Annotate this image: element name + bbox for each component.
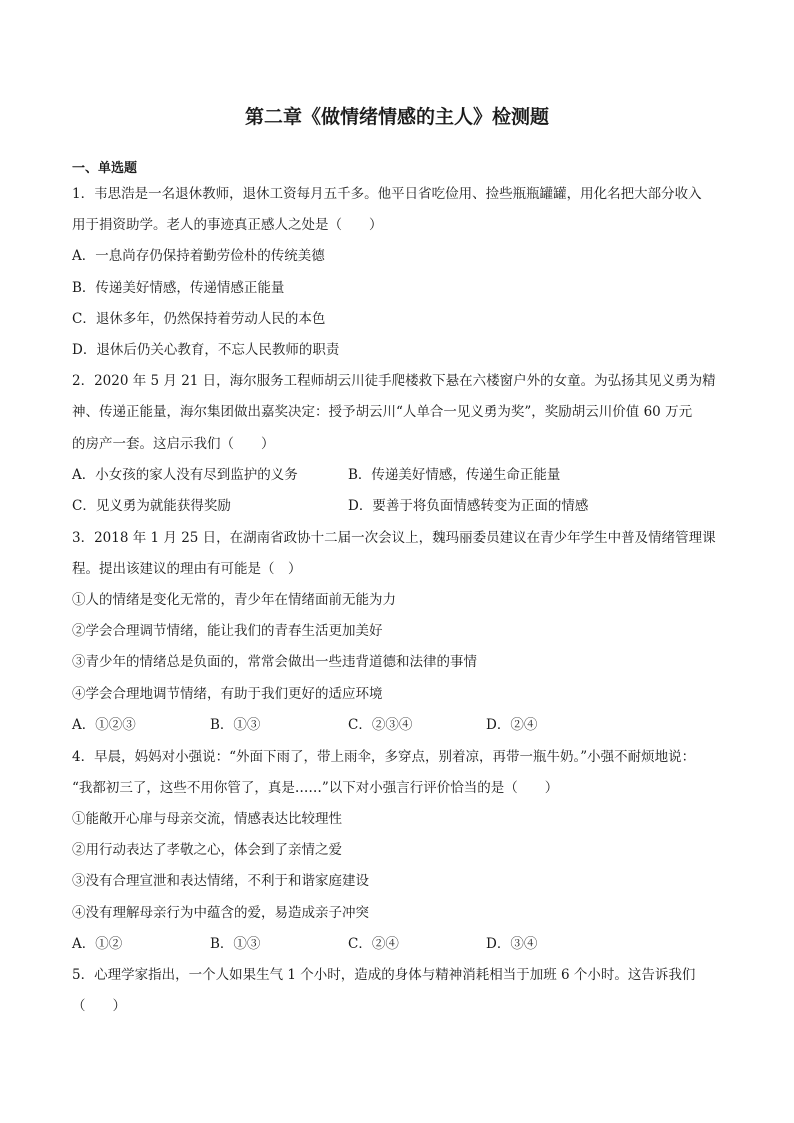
question-2-option-b: B．传递美好情感，传递生命正能量 (348, 467, 561, 483)
section-heading: 一、单选题 (72, 161, 138, 176)
question-4-statement-3: ③没有合理宣泄和表达情绪，不利于和谐家庭建设 (72, 873, 369, 889)
question-4-option-b: B．①③ (210, 936, 261, 952)
question-3-option-a: A．①②③ (72, 717, 136, 733)
question-3-statement-2: ②学会合理调节情绪，能让我们的青春生活更加美好 (72, 623, 383, 639)
question-1-stem-line-2: 用于捐资助学。老人的事迹真正感人之处是（ ） (72, 217, 383, 233)
question-3-statement-1: ①人的情绪是变化无常的，青少年在情绪面前无能为力 (72, 592, 396, 608)
question-3-stem-line-2: 程。提出该建议的理由有可能是（ ） (72, 561, 302, 577)
question-4-option-a: A．①② (72, 936, 123, 952)
question-1-option-a: A．一息尚存仍保持着勤劳俭朴的传统美德 (72, 248, 325, 264)
page-title: 第二章《做情绪情感的主人》检测题 (244, 106, 549, 128)
question-3-stem-line-1: 3．2018 年 1 月 25 日，在湖南省政协十二届一次会议上，魏玛丽委员建议在青少年学生中普及情绪管理课 (72, 530, 716, 546)
question-2-option-d: D．要善于将负面情感转变为正面的情感 (348, 498, 589, 514)
question-4-stem-line-1: 4．早晨，妈妈对小强说：“外面下雨了，带上雨伞，多穿点，别着凉，再带一瓶牛奶。”小强不耐烦地说： (72, 749, 696, 765)
question-3-statement-3: ③青少年的情绪总是负面的，常常会做出一些违背道德和法律的事情 (72, 654, 477, 670)
question-5-stem-line-1: 5．心理学家指出，一个人如果生气 1 个小时，造成的身体与精神消耗相当于加班 6 个小时。这告诉我们 (72, 967, 696, 983)
question-1-option-d: D．退休后仍关心教育，不忘人民教师的职责 (72, 342, 340, 358)
question-4-statement-1: ①能敞开心扉与母亲交流，情感表达比较理性 (72, 811, 342, 827)
question-3-option-b: B．①③ (210, 717, 261, 733)
question-2-stem-line-3: 的房产一套。这启示我们（ ） (72, 436, 275, 452)
question-1-stem-line-1: 1．韦思浩是一名退休教师，退休工资每月五千多。他平日省吃俭用、捡些瓶瓶罐罐，用化名把大部分收入 (72, 186, 702, 202)
question-4-stem-line-2: “我都初三了，这些不用你管了，真是……”以下对小强言行评价恰当的是（ ） (72, 780, 559, 796)
question-1-option-b: B．传递美好情感，传递情感正能量 (72, 280, 285, 296)
question-2-option-a: A．小女孩的家人没有尽到监护的义务 (72, 467, 298, 483)
question-2-stem-line-1: 2．2020 年 5 月 21 日，海尔服务工程师胡云川徒手爬楼救下悬在六楼窗户外的女童。为弘扬其见义勇为精 (72, 373, 716, 389)
question-3-option-d: D．②④ (486, 717, 538, 733)
question-4-statement-4: ④没有理解母亲行为中蕴含的爱，易造成亲子冲突 (72, 905, 369, 921)
question-2-stem-line-2: 神、传递正能量，海尔集团做出嘉奖决定：授予胡云川“人单合一见义勇为奖”，奖励胡云川价值 60 万元 (72, 404, 693, 420)
question-5-stem-line-2: （ ） (72, 998, 126, 1014)
question-4-statement-2: ②用行动表达了孝敬之心，体会到了亲情之爱 (72, 842, 342, 858)
question-4-option-d: D．③④ (486, 936, 538, 952)
question-2-option-c: C．见义勇为就能获得奖励 (72, 498, 231, 514)
question-4-option-c: C．②④ (348, 936, 399, 952)
question-3-option-c: C．②③④ (348, 717, 413, 733)
question-3-statement-4: ④学会合理地调节情绪，有助于我们更好的适应环境 (72, 686, 383, 702)
question-1-option-c: C．退休多年，仍然保持着劳动人民的本色 (72, 311, 326, 327)
